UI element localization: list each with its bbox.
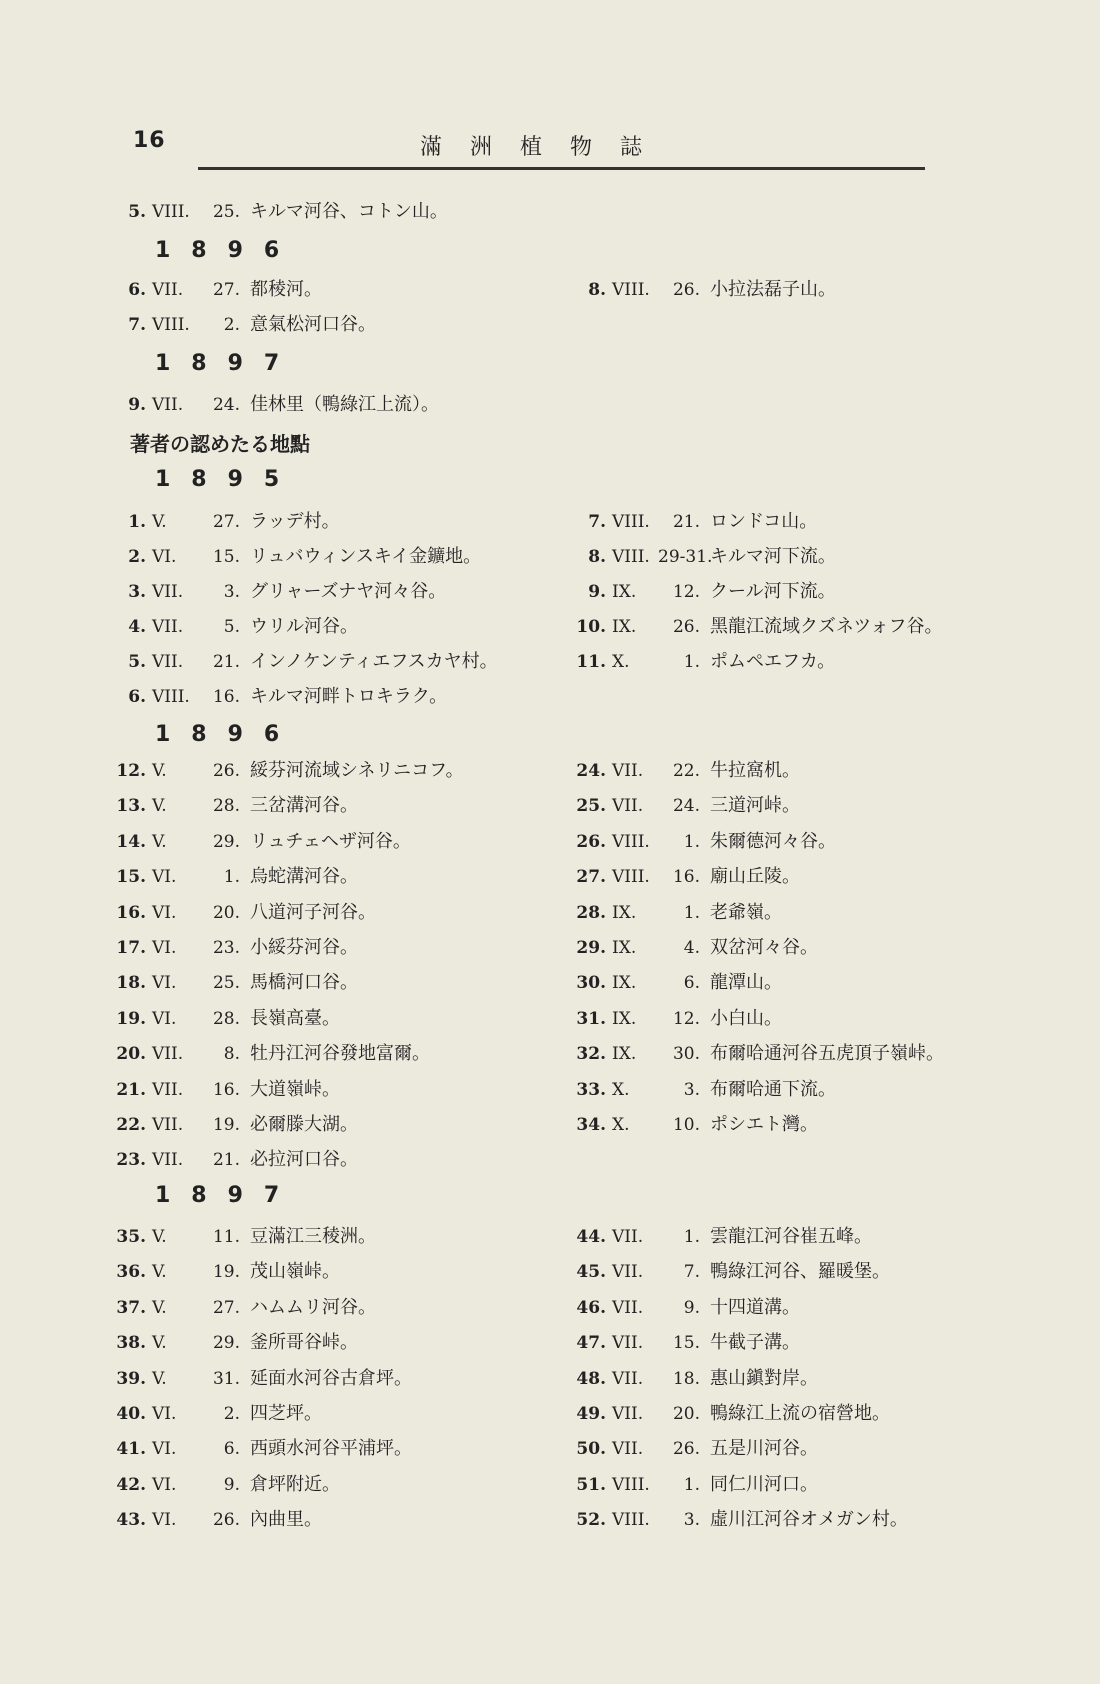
- entry-month: V.: [152, 1262, 167, 1282]
- entry-place: 牛拉窩机。: [710, 760, 800, 781]
- entry-place: 龍潭山。: [710, 972, 782, 993]
- entry-day: 1.: [223, 867, 240, 887]
- entry-day: 21.: [672, 512, 700, 532]
- entry-month: V.: [152, 1227, 167, 1247]
- entry-day: 25.: [212, 973, 240, 993]
- entry-month: V.: [152, 512, 167, 532]
- entry-month: VIII.: [152, 315, 190, 335]
- entry-number: 45.: [576, 1262, 606, 1282]
- entry-number: 50.: [576, 1439, 606, 1459]
- entry-place: 釜所哥谷峠。: [250, 1332, 358, 1353]
- entry-place: 四芝坪。: [250, 1403, 322, 1424]
- entry-day: 3.: [683, 1510, 700, 1530]
- entry-number: 38.: [116, 1333, 146, 1353]
- entry-number: 47.: [576, 1333, 606, 1353]
- entry-place: 廟山丘陵。: [710, 866, 800, 887]
- entry-number: 11.: [576, 652, 606, 672]
- entry-place: 黑龍江流域クズネツォフ谷。: [710, 616, 943, 637]
- entry-month: IX.: [612, 1009, 637, 1029]
- entry-month: V.: [152, 1369, 167, 1389]
- entry-day: 21.: [212, 1150, 240, 1170]
- entry-month: VII.: [152, 1115, 184, 1135]
- entry-place: 必拉河口谷。: [250, 1149, 358, 1170]
- entry-place: 烏蛇溝河谷。: [250, 866, 358, 887]
- entry-day: 16.: [212, 1080, 240, 1100]
- entry-place: 倉坪附近。: [250, 1474, 340, 1495]
- entry-place: ハムムリ河谷。: [250, 1297, 376, 1318]
- entry-month: VIII.: [612, 867, 650, 887]
- entry-month: X.: [612, 1080, 630, 1100]
- entry-place: 小拉法磊子山。: [710, 279, 836, 300]
- entry-month: VI.: [152, 938, 177, 958]
- entry-month: VIII.: [612, 1510, 650, 1530]
- entry-place: 綏芬河流域シネリニコフ。: [250, 760, 464, 781]
- entry-number: 19.: [116, 1009, 146, 1029]
- entry-number: 21.: [116, 1080, 146, 1100]
- entry-month: VII.: [612, 1227, 644, 1247]
- entry-month: VI.: [152, 973, 177, 993]
- entry-place: 八道河子河谷。: [250, 902, 376, 923]
- entry-place: クール河下流。: [710, 581, 836, 602]
- entry-month: VII.: [612, 761, 644, 781]
- entry-day: 10.: [672, 1115, 700, 1135]
- entry-number: 27.: [576, 867, 606, 887]
- entry-place: 大道嶺峠。: [250, 1079, 340, 1100]
- entry-place: 朱爾德河々谷。: [710, 831, 836, 852]
- entry-month: VII.: [152, 652, 184, 672]
- entry-month: VII.: [612, 796, 644, 816]
- entry-number: 39.: [116, 1369, 146, 1389]
- entry-day: 11.: [212, 1227, 240, 1247]
- entry-month: VII.: [152, 1044, 184, 1064]
- entry-place: 虛川江河谷オメガン村。: [710, 1509, 908, 1530]
- entry-place: 三道河峠。: [710, 795, 800, 816]
- entry-day: 21.: [212, 652, 240, 672]
- entry-place: 双岔河々谷。: [710, 937, 818, 958]
- entry-number: 37.: [116, 1298, 146, 1318]
- entry-number: 18.: [116, 973, 146, 993]
- entry-month: VII.: [152, 280, 184, 300]
- entry-number: 4.: [128, 617, 146, 637]
- entry-place: 老爺嶺。: [710, 902, 782, 923]
- entry-day: 26.: [212, 1510, 240, 1530]
- entry-month: VI.: [152, 1439, 177, 1459]
- entry-month: VI.: [152, 903, 177, 923]
- entry-day: 9.: [683, 1298, 700, 1318]
- entry-month: V.: [152, 761, 167, 781]
- entry-day: 1.: [683, 832, 700, 852]
- entry-number: 16.: [116, 903, 146, 923]
- entry-month: VII.: [612, 1404, 644, 1424]
- entry-number: 42.: [116, 1475, 146, 1495]
- year-heading: 1896: [155, 722, 301, 747]
- entry-place: 鴨綠江上流の宿營地。: [710, 1403, 890, 1424]
- entry-month: X.: [612, 1115, 630, 1135]
- entry-day: 28.: [212, 796, 240, 816]
- entry-month: VI.: [152, 1009, 177, 1029]
- entry-place: 小白山。: [710, 1008, 782, 1029]
- entry-place: 必爾滕大湖。: [250, 1114, 358, 1135]
- entry-day: 2.: [223, 315, 240, 335]
- entry-day: 26.: [212, 761, 240, 781]
- entry-month: VII.: [612, 1333, 644, 1353]
- entry-month: VII.: [152, 617, 184, 637]
- entry-month: VIII.: [612, 1475, 650, 1495]
- entry-month: VI.: [152, 547, 177, 567]
- entry-month: VII.: [612, 1439, 644, 1459]
- entry-number: 6.: [128, 687, 146, 707]
- entry-place: 五是川河谷。: [710, 1438, 818, 1459]
- entry-place: 布爾哈通下流。: [710, 1079, 836, 1100]
- entry-day: 27.: [212, 512, 240, 532]
- entry-place: 同仁川河口。: [710, 1474, 818, 1495]
- entry-number: 1.: [128, 512, 146, 532]
- entry-number: 33.: [576, 1080, 606, 1100]
- entry-month: VIII.: [612, 280, 650, 300]
- entry-place: リュバウィンスキイ金鑛地。: [250, 546, 482, 567]
- entry-place: 三岔溝河谷。: [250, 795, 358, 816]
- entry-month: VII.: [152, 582, 184, 602]
- entry-day: 1.: [683, 1227, 700, 1247]
- entry-day: 22.: [672, 761, 700, 781]
- entry-number: 26.: [576, 832, 606, 852]
- entry-place: キルマ河下流。: [710, 546, 836, 567]
- entry-day: 23.: [212, 938, 240, 958]
- entry-number: 20.: [116, 1044, 146, 1064]
- entry-day: 5.: [223, 617, 240, 637]
- entry-number: 32.: [576, 1044, 606, 1064]
- entry-day: 27.: [212, 1298, 240, 1318]
- entry-place: 茂山嶺峠。: [250, 1261, 340, 1282]
- entry-number: 6.: [128, 280, 146, 300]
- entry-number: 31.: [576, 1009, 606, 1029]
- entry-day: 8.: [223, 1044, 240, 1064]
- entry-month: VIII.: [612, 832, 650, 852]
- entry-day: 29.: [212, 832, 240, 852]
- entry-number: 43.: [116, 1510, 146, 1530]
- entry-number: 9.: [128, 395, 146, 415]
- entry-day: 1.: [683, 903, 700, 923]
- entry-day: 6.: [223, 1439, 240, 1459]
- entry-place: 布爾哈通河谷五虎頂子嶺峠。: [710, 1043, 944, 1064]
- entry-number: 12.: [116, 761, 146, 781]
- entry-day: 25.: [212, 202, 240, 222]
- entry-day: 4.: [683, 938, 700, 958]
- entry-day: 29.: [212, 1333, 240, 1353]
- entry-month: IX.: [612, 582, 637, 602]
- entry-number: 34.: [576, 1115, 606, 1135]
- year-heading: 1897: [155, 1183, 301, 1208]
- entry-place: インノケンティエフスカヤ村。: [250, 651, 498, 672]
- entry-number: 3.: [128, 582, 146, 602]
- entry-place: 鴨綠江河谷、羅暖堡。: [710, 1261, 890, 1282]
- entry-place: ポシエト灣。: [710, 1114, 818, 1135]
- entry-month: VI.: [152, 1404, 177, 1424]
- entry-number: 8.: [588, 547, 606, 567]
- entry-day: 18.: [672, 1369, 700, 1389]
- section-heading: 著者の認めたる地點: [130, 432, 310, 456]
- entry-place: ポムペエフカ。: [710, 651, 836, 672]
- entry-month: VI.: [152, 1475, 177, 1495]
- entry-place: 豆滿江三稜洲。: [250, 1226, 376, 1247]
- entry-month: IX.: [612, 903, 637, 923]
- entry-number: 51.: [576, 1475, 606, 1495]
- entry-place: ウリル河谷。: [250, 616, 358, 637]
- entry-number: 23.: [116, 1150, 146, 1170]
- entry-month: VIII.: [612, 512, 650, 532]
- header-rule: [198, 167, 925, 170]
- entry-number: 15.: [116, 867, 146, 887]
- entry-place: 意氣松河口谷。: [250, 314, 376, 335]
- entry-month: V.: [152, 796, 167, 816]
- entry-number: 44.: [576, 1227, 606, 1247]
- entry-month: VI.: [152, 867, 177, 887]
- entry-number: 5.: [128, 652, 146, 672]
- entry-number: 5.: [128, 202, 146, 222]
- entry-number: 2.: [128, 547, 146, 567]
- entry-day: 24.: [672, 796, 700, 816]
- entry-number: 35.: [116, 1227, 146, 1247]
- entry-number: 17.: [116, 938, 146, 958]
- entry-day: 7.: [683, 1262, 700, 1282]
- entry-day: 24.: [212, 395, 240, 415]
- entry-day: 16.: [672, 867, 700, 887]
- entry-day: 12.: [672, 1009, 700, 1029]
- entry-place: ラッデ村。: [250, 511, 340, 532]
- year-heading: 1896: [155, 238, 301, 263]
- entry-number: 10.: [576, 617, 606, 637]
- entry-day: 3.: [223, 582, 240, 602]
- entry-number: 28.: [576, 903, 606, 923]
- entry-number: 48.: [576, 1369, 606, 1389]
- page-number: 16: [133, 128, 166, 153]
- entry-place: 馬橋河口谷。: [250, 972, 358, 993]
- entry-day: 15.: [672, 1333, 700, 1353]
- entry-day: 29-31.: [658, 547, 713, 567]
- entry-month: VII.: [152, 1080, 184, 1100]
- entry-month: V.: [152, 832, 167, 852]
- entry-number: 41.: [116, 1439, 146, 1459]
- entry-month: VII.: [152, 395, 184, 415]
- entry-day: 6.: [683, 973, 700, 993]
- entry-number: 40.: [116, 1404, 146, 1424]
- entry-day: 26.: [672, 1439, 700, 1459]
- entry-day: 26.: [672, 280, 700, 300]
- entry-number: 29.: [576, 938, 606, 958]
- entry-month: VII.: [152, 1150, 184, 1170]
- entry-day: 15.: [212, 547, 240, 567]
- entry-month: VIII.: [152, 687, 190, 707]
- entry-place: ロンドコ山。: [710, 511, 818, 532]
- year-heading: 1895: [155, 467, 301, 492]
- entry-number: 24.: [576, 761, 606, 781]
- entry-day: 1.: [683, 652, 700, 672]
- entry-place: 佳林里（鴨綠江上流）。: [250, 394, 439, 415]
- entry-month: VII.: [612, 1369, 644, 1389]
- entry-place: 牛截子溝。: [710, 1332, 800, 1353]
- entry-month: IX.: [612, 938, 637, 958]
- entry-place: キルマ河畔トロキラク。: [250, 686, 448, 707]
- entry-month: IX.: [612, 1044, 637, 1064]
- entry-month: VII.: [612, 1262, 644, 1282]
- entry-place: 內曲里。: [250, 1509, 322, 1530]
- entry-number: 7.: [128, 315, 146, 335]
- entry-place: グリャーズナヤ河々谷。: [250, 581, 447, 602]
- entry-month: IX.: [612, 973, 637, 993]
- entry-month: VII.: [612, 1298, 644, 1318]
- entry-place: 雲龍江河谷崔五峰。: [710, 1226, 872, 1247]
- entry-day: 16.: [212, 687, 240, 707]
- entry-place: 延面水河谷古倉坪。: [250, 1368, 412, 1389]
- entry-number: 25.: [576, 796, 606, 816]
- entry-number: 30.: [576, 973, 606, 993]
- entry-month: VIII.: [612, 547, 650, 567]
- entry-place: 牡丹江河谷發地富爾。: [250, 1043, 430, 1064]
- entry-number: 13.: [116, 796, 146, 816]
- entry-day: 9.: [223, 1475, 240, 1495]
- entry-number: 8.: [588, 280, 606, 300]
- entry-day: 19.: [212, 1115, 240, 1135]
- entry-number: 22.: [116, 1115, 146, 1135]
- year-heading: 1897: [155, 351, 301, 376]
- entry-day: 2.: [223, 1404, 240, 1424]
- entry-month: X.: [612, 652, 630, 672]
- entry-month: VI.: [152, 1510, 177, 1530]
- entry-place: 西頭水河谷平浦坪。: [250, 1438, 412, 1459]
- entry-place: 都稜河。: [250, 279, 322, 300]
- entry-place: 十四道溝。: [710, 1297, 800, 1318]
- entry-number: 49.: [576, 1404, 606, 1424]
- entry-day: 20.: [672, 1404, 700, 1424]
- entry-place: 惠山鎭對岸。: [710, 1368, 818, 1389]
- entry-number: 46.: [576, 1298, 606, 1318]
- entry-month: V.: [152, 1333, 167, 1353]
- entry-place: キルマ河谷、コトン山。: [250, 201, 448, 222]
- entry-place: リュチェヘザ河谷。: [250, 831, 411, 852]
- entry-day: 26.: [672, 617, 700, 637]
- entry-day: 12.: [672, 582, 700, 602]
- entry-number: 9.: [588, 582, 606, 602]
- entry-month: V.: [152, 1298, 167, 1318]
- entry-number: 14.: [116, 832, 146, 852]
- entry-number: 36.: [116, 1262, 146, 1282]
- entry-number: 52.: [576, 1510, 606, 1530]
- entry-day: 19.: [212, 1262, 240, 1282]
- entry-place: 小綏芬河谷。: [250, 937, 358, 958]
- entry-day: 1.: [683, 1475, 700, 1495]
- entry-month: VIII.: [152, 202, 190, 222]
- entry-day: 27.: [212, 280, 240, 300]
- entry-month: IX.: [612, 617, 637, 637]
- entry-day: 30.: [672, 1044, 700, 1064]
- entry-day: 3.: [683, 1080, 700, 1100]
- entry-day: 31.: [212, 1369, 240, 1389]
- entry-place: 長嶺高臺。: [250, 1008, 340, 1029]
- entry-day: 20.: [212, 903, 240, 923]
- entry-number: 7.: [588, 512, 606, 532]
- entry-day: 28.: [212, 1009, 240, 1029]
- page-title: 滿洲植物誌: [420, 135, 671, 160]
